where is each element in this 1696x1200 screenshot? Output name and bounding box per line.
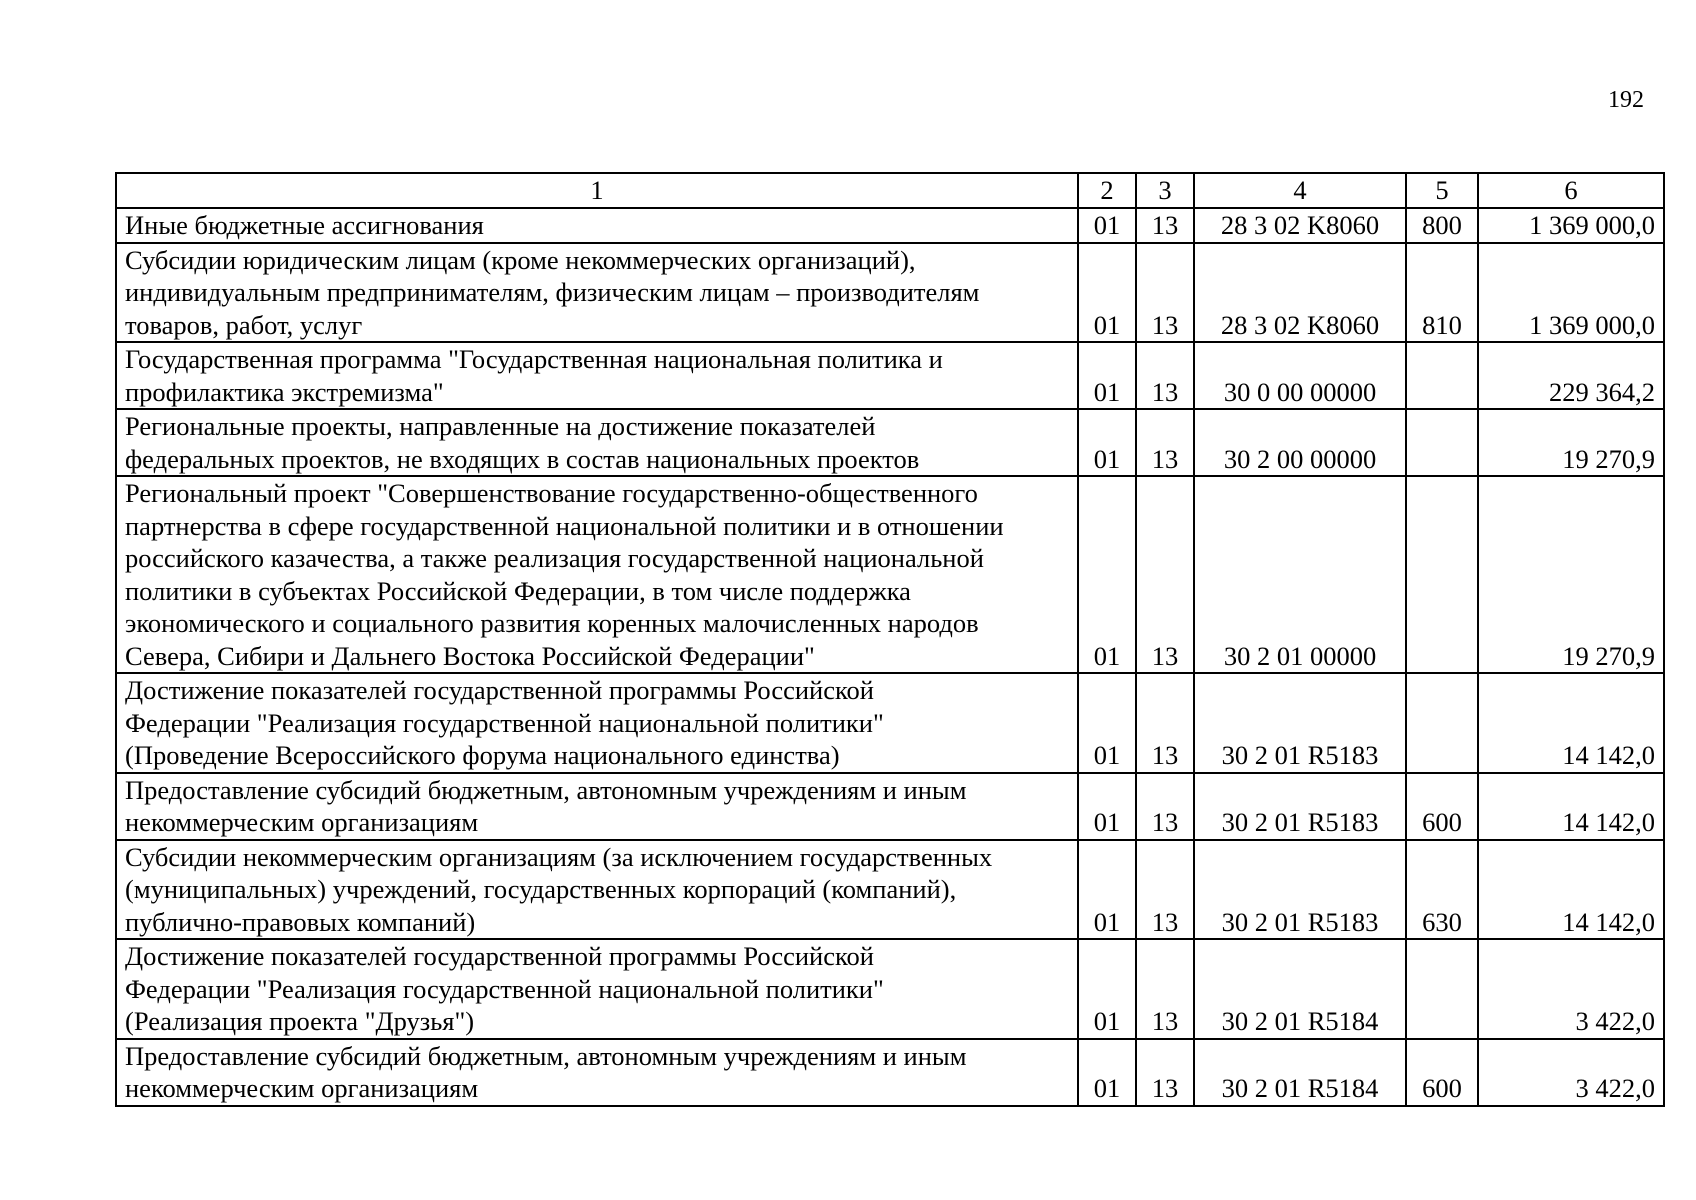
row-name-line: некоммерческим организациям [125, 1073, 479, 1103]
budget-table-body [116, 173, 1664, 1106]
row-name-line: российского казачества, а также реализация государственной национальной [125, 543, 984, 573]
table-row [116, 208, 1664, 243]
row-name-cell [116, 939, 1078, 1039]
expense-type-cell: 630 [1406, 840, 1478, 940]
target-article-cell: 30 2 01 R5183 [1194, 673, 1406, 773]
row-name-line: публично-правовых компаний) [125, 906, 476, 937]
expense-type-cell: 600 [1406, 1039, 1478, 1106]
podrazdel-cell: 13 [1136, 1039, 1194, 1106]
row-name-line: Иные бюджетные ассигнования [125, 210, 484, 240]
row-name-line: экономического и социального развития коренных малочисленных народов [125, 608, 979, 638]
expense-type-cell: 600 [1406, 773, 1478, 840]
sum-cell: 14 142,0 [1478, 840, 1664, 940]
sum-cell: 19 270,9 [1478, 409, 1664, 476]
podrazdel-cell: 13 [1136, 409, 1194, 476]
target-article-cell: 30 2 01 R5183 [1194, 773, 1406, 840]
row-name-line: политики в субъектах Российской Федерации, в том числе поддержка [125, 575, 911, 606]
row-name-line: Достижение показателей государственной программы Российской [125, 941, 874, 971]
row-name-cell [116, 409, 1078, 476]
razdel-cell: 01 [1078, 208, 1136, 243]
row-name-line: Субсидии юридическим лицам (кроме некоммерческих организаций), [125, 244, 916, 275]
row-name-line: партнерства в сфере государственной национальной политики и в отношении [125, 510, 1004, 541]
row-name-cell [116, 1039, 1078, 1106]
table-row [116, 939, 1664, 1039]
row-name-line: Севера, Сибири и Дальнего Востока Российской Федерации" [125, 640, 815, 671]
target-article-cell: 30 0 00 00000 [1194, 342, 1406, 409]
target-article-cell: 30 2 01 00000 [1194, 476, 1406, 673]
razdel-cell: 01 [1078, 1039, 1136, 1106]
row-name-line: Региональный проект "Совершенствование государственно-общественного [125, 478, 978, 508]
target-article-cell: 30 2 01 R5183 [1194, 840, 1406, 940]
target-article-cell: 30 2 00 00000 [1194, 409, 1406, 476]
sum-cell: 1 369 000,0 [1478, 243, 1664, 343]
budget-table [115, 172, 1665, 1107]
razdel-cell: 01 [1078, 476, 1136, 673]
razdel-cell: 01 [1078, 243, 1136, 343]
header-cell-4: 4 [1194, 173, 1406, 208]
table-row [116, 342, 1664, 409]
razdel-cell: 01 [1078, 773, 1136, 840]
expense-type-cell [1406, 409, 1478, 476]
row-name-line: Региональные проекты, направленные на достижение показателей [125, 411, 876, 441]
podrazdel-cell: 13 [1136, 342, 1194, 409]
sum-cell: 14 142,0 [1478, 673, 1664, 773]
table-row [116, 840, 1664, 940]
target-article-cell: 30 2 01 R5184 [1194, 939, 1406, 1039]
table-row [116, 243, 1664, 343]
target-article-cell: 30 2 01 R5184 [1194, 1039, 1406, 1106]
row-name-line: Субсидии некоммерческим организациям (за исключением государственных [125, 841, 993, 872]
header-row [116, 173, 1664, 208]
razdel-cell: 01 [1078, 673, 1136, 773]
page-number: 192 [1608, 87, 1644, 113]
podrazdel-cell: 13 [1136, 840, 1194, 940]
row-name-line: (муниципальных) учреждений, государственных корпораций (компаний), [125, 874, 957, 904]
expense-type-cell [1406, 476, 1478, 673]
row-name-line: индивидуальным предпринимателям, физическим лицам – производителям [125, 277, 980, 307]
row-name-line: Достижение показателей государственной программы Российской [125, 675, 874, 705]
header-cell-3: 3 [1136, 173, 1194, 208]
table-row [116, 1039, 1664, 1106]
podrazdel-cell: 13 [1136, 208, 1194, 243]
sum-cell: 3 422,0 [1478, 1039, 1664, 1106]
sum-cell: 3 422,0 [1478, 939, 1664, 1039]
podrazdel-cell: 13 [1136, 939, 1194, 1039]
razdel-cell: 01 [1078, 939, 1136, 1039]
expense-type-cell [1406, 673, 1478, 773]
row-name-line: федеральных проектов, не входящих в состав национальных проектов [125, 443, 920, 474]
row-name-line: Предоставление субсидий бюджетным, автономным учреждениям и иным [125, 1040, 967, 1071]
row-name-cell [116, 208, 1078, 243]
razdel-cell: 01 [1078, 409, 1136, 476]
header-cell-5: 5 [1406, 173, 1478, 208]
row-name-cell [116, 840, 1078, 940]
podrazdel-cell: 13 [1136, 773, 1194, 840]
row-name-cell [116, 673, 1078, 773]
razdel-cell: 01 [1078, 840, 1136, 940]
sum-cell: 14 142,0 [1478, 773, 1664, 840]
row-name-line: Федерации "Реализация государственной национальной политики" [125, 707, 884, 738]
sum-cell: 229 364,2 [1478, 342, 1664, 409]
podrazdel-cell: 13 [1136, 673, 1194, 773]
expense-type-cell [1406, 939, 1478, 1039]
row-name-line: Федерации "Реализация государственной национальной политики" [125, 973, 884, 1004]
row-name-line: (Реализация проекта "Друзья") [125, 1006, 475, 1036]
row-name-cell [116, 773, 1078, 840]
header-cell-2: 2 [1078, 173, 1136, 208]
row-name-cell [116, 342, 1078, 409]
podrazdel-cell: 13 [1136, 243, 1194, 343]
header-cell-6: 6 [1478, 173, 1664, 208]
expense-type-cell: 810 [1406, 243, 1478, 343]
razdel-cell: 01 [1078, 342, 1136, 409]
expense-type-cell: 800 [1406, 208, 1478, 243]
row-name-cell [116, 243, 1078, 343]
row-name-line: (Проведение Всероссийского форума национального единства) [125, 740, 840, 770]
header-cell-1: 1 [116, 173, 1078, 208]
expense-type-cell [1406, 342, 1478, 409]
table-row [116, 773, 1664, 840]
table-row [116, 673, 1664, 773]
row-name-line: Государственная программа "Государственная национальная политика и [125, 344, 943, 374]
sum-cell: 1 369 000,0 [1478, 208, 1664, 243]
sum-cell: 19 270,9 [1478, 476, 1664, 673]
row-name-line: товаров, работ, услуг [125, 309, 363, 340]
row-name-cell [116, 476, 1078, 673]
target-article-cell: 28 3 02 K8060 [1194, 243, 1406, 343]
row-name-line: профилактика экстремизма" [125, 376, 444, 407]
row-name-line: некоммерческим организациям [125, 807, 479, 837]
podrazdel-cell: 13 [1136, 476, 1194, 673]
table-row [116, 476, 1664, 673]
table-row [116, 409, 1664, 476]
target-article-cell: 28 3 02 K8060 [1194, 208, 1406, 243]
row-name-line: Предоставление субсидий бюджетным, автономным учреждениям и иным [125, 774, 967, 805]
